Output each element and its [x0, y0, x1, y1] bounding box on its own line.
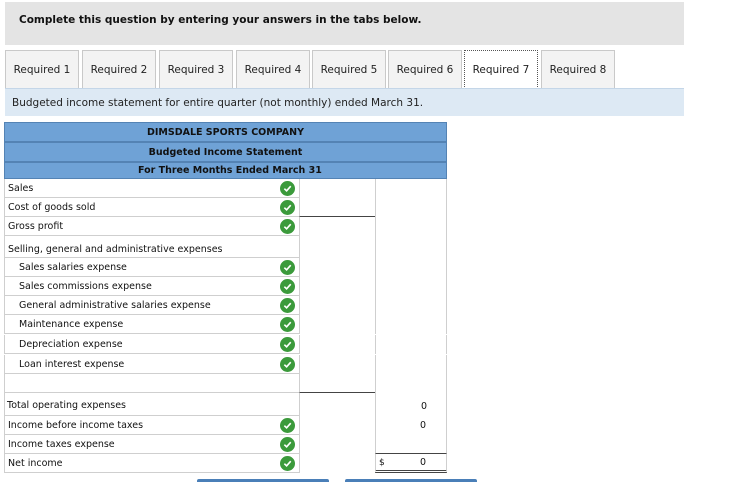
amount-cell[interactable] — [299, 435, 375, 454]
instructions-banner — [5, 2, 684, 45]
check-circle-icon — [280, 260, 295, 275]
check-circle-icon — [280, 418, 295, 433]
row-label[interactable]: Loan interest expense — [4, 355, 299, 374]
row-label[interactable]: Cost of goods sold — [4, 198, 299, 217]
amount-cell[interactable] — [299, 296, 375, 315]
amount-cell[interactable] — [299, 374, 375, 393]
amount-cell[interactable] — [299, 258, 375, 277]
tab-required-6[interactable]: Required 6 — [388, 50, 462, 89]
row-label[interactable]: Maintenance expense — [4, 315, 299, 334]
total-cell[interactable] — [375, 355, 447, 374]
question-prompt — [5, 88, 684, 116]
row-label[interactable]: Gross profit — [4, 217, 299, 236]
tab-required-1[interactable]: Required 1 — [5, 50, 79, 89]
total-cell[interactable] — [375, 179, 447, 198]
check-circle-icon — [280, 456, 295, 471]
row-label[interactable]: Depreciation expense — [4, 335, 299, 354]
income-before-taxes-value: 0 — [375, 416, 447, 435]
tab-required-3[interactable]: Required 3 — [159, 50, 233, 89]
prev-button[interactable] — [197, 479, 329, 484]
prompt-text: Budgeted income statement for entire quarter (not monthly) ended March 31. — [12, 97, 424, 109]
tab-required-5[interactable]: Required 5 — [312, 50, 386, 89]
check-circle-icon — [280, 279, 295, 294]
row-label: Total operating expenses — [4, 396, 299, 416]
row-label: Selling, general and administrative expenses — [4, 236, 299, 258]
row-label[interactable]: Income before income taxes — [4, 416, 299, 435]
check-circle-icon — [280, 200, 295, 215]
total-cell[interactable] — [375, 198, 447, 217]
check-circle-icon — [280, 181, 295, 196]
statement-period: For Three Months Ended March 31 — [4, 162, 447, 179]
row-label[interactable]: Net income — [4, 454, 299, 473]
check-circle-icon — [280, 437, 295, 452]
amount-cell[interactable] — [299, 277, 375, 296]
amount-cell[interactable] — [299, 355, 375, 374]
total-cell[interactable] — [375, 258, 447, 277]
check-circle-icon — [280, 317, 295, 332]
total-cell[interactable] — [375, 335, 447, 354]
amount-cell[interactable] — [299, 335, 375, 354]
total-cell[interactable] — [375, 236, 447, 258]
row-label[interactable]: Income taxes expense — [4, 435, 299, 454]
tab-required-7[interactable]: Required 7 — [464, 50, 538, 89]
amount-cell[interactable] — [299, 217, 375, 236]
amount-cell[interactable] — [299, 454, 375, 473]
net-income-value — [375, 454, 447, 473]
total-cell[interactable] — [375, 315, 447, 334]
total-cell[interactable] — [375, 374, 447, 393]
amount-cell[interactable] — [299, 236, 375, 258]
total-operating-value: 0 — [420, 400, 427, 412]
total-cell[interactable] — [375, 435, 447, 454]
check-circle-icon — [280, 357, 295, 372]
check-circle-icon — [280, 219, 295, 234]
next-button[interactable] — [345, 479, 477, 484]
tab-required-4[interactable]: Required 4 — [236, 50, 310, 89]
tab-required-8[interactable]: Required 8 — [541, 50, 615, 89]
amount-cell[interactable] — [299, 179, 375, 198]
statement-title: Budgeted Income Statement — [4, 142, 447, 162]
check-circle-icon — [280, 337, 295, 352]
amount-cell[interactable] — [299, 198, 375, 217]
currency-symbol: $ — [379, 458, 385, 468]
row-label[interactable]: Sales commissions expense — [4, 277, 299, 296]
total-cell[interactable] — [375, 296, 447, 315]
amount-cell[interactable] — [299, 416, 375, 435]
check-circle-icon — [280, 298, 295, 313]
company-name: DIMSDALE SPORTS COMPANY — [4, 122, 447, 142]
tab-required-2[interactable]: Required 2 — [82, 50, 156, 89]
total-cell[interactable] — [375, 217, 447, 236]
total-cell[interactable] — [375, 277, 447, 296]
row-label[interactable]: General administrative salaries expense — [4, 296, 299, 315]
net-income-amount: 0 — [419, 456, 426, 468]
instructions-text: Complete this question by entering your answers in the tabs below. — [19, 14, 422, 26]
row-label[interactable]: Sales — [4, 179, 299, 198]
amount-cell — [299, 396, 375, 416]
amount-cell[interactable] — [299, 315, 375, 334]
row-label-empty[interactable] — [4, 374, 299, 393]
row-label[interactable]: Sales salaries expense — [4, 258, 299, 277]
